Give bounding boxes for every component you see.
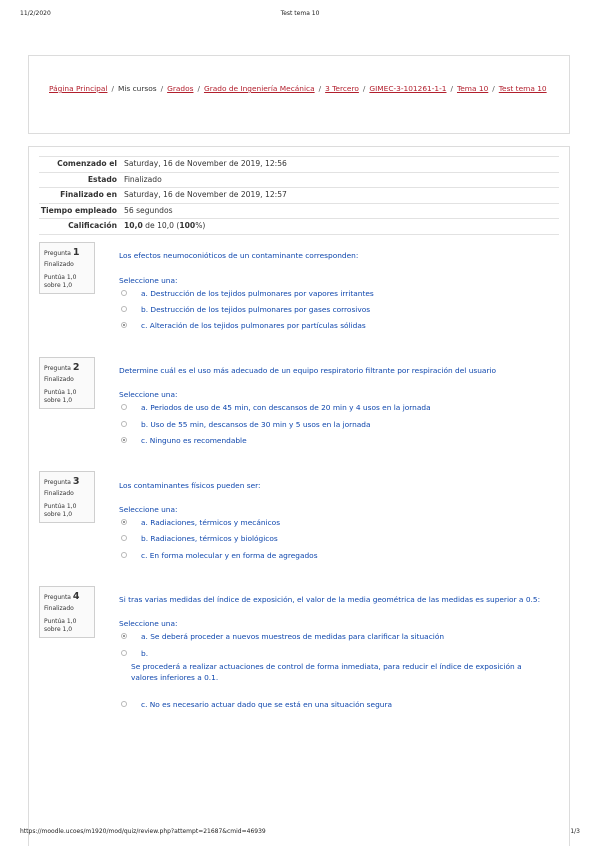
radio-icon[interactable] (121, 404, 127, 410)
radio-icon[interactable] (121, 535, 127, 541)
summary-row-grade: Calificación 10,0 de 10,0 (100%) (39, 218, 559, 235)
question-info-4: Pregunta 4 Finalizado Puntúa 1,0 sobre 1,0 (39, 586, 95, 638)
radio-icon[interactable] (121, 701, 127, 707)
radio-icon[interactable] (121, 421, 127, 427)
breadcrumb-course-link[interactable]: GIMEC-3-101261-1-1 (369, 84, 447, 93)
question-text-3: Los contaminantes físicos pueden ser: (119, 481, 261, 490)
print-date: 11/2/2020 (20, 10, 51, 17)
breadcrumb-my-courses: Mis cursos (117, 84, 157, 93)
breadcrumb-home-link[interactable]: Página Principal (49, 84, 108, 93)
breadcrumb-topic-link[interactable]: Tema 10 (456, 84, 489, 93)
summary-row-finished: Finalizado en Saturday, 16 de November de 2019, 12:57 (39, 187, 559, 203)
question-text-4: Si tras varias medidas del índice de exposición, el valor de la media geométrica de las medidas es superior a 0.5: (119, 595, 541, 604)
question-text-2: Determine cuál es el uso más adecuado de un equipo respiratorio filtrante por respiración del usuario (119, 366, 497, 375)
radio-icon[interactable] (121, 306, 127, 312)
select-prompt-1: Seleccione una: (119, 276, 178, 285)
question-info-2: Pregunta 2 Finalizado Puntúa 1,0 sobre 1,0 (39, 357, 95, 409)
summary-row-time: Tiempo empleado 56 segundos (39, 203, 559, 219)
select-prompt-4: Seleccione una: (119, 619, 178, 628)
print-page-number: 1/3 (570, 828, 580, 835)
question-info-3: Pregunta 3 Finalizado Puntúa 1,0 sobre 1,0 (39, 471, 95, 523)
breadcrumb-test-link[interactable]: Test tema 10 (498, 84, 547, 93)
question-info-1: Pregunta 1 Finalizado Puntúa 1,0 sobre 1,0 (39, 242, 95, 294)
radio-checked-icon[interactable] (121, 437, 127, 443)
breadcrumb-degree-link[interactable]: Grado de Ingeniería Mecánica (203, 84, 315, 93)
radio-checked-icon[interactable] (121, 322, 127, 328)
radio-checked-icon[interactable] (121, 519, 127, 525)
select-prompt-3: Seleccione una: (119, 505, 178, 514)
select-prompt-2: Seleccione una: (119, 390, 178, 399)
breadcrumb-card (28, 55, 570, 134)
breadcrumb: Página Principal / Mis cursos / Grados / Grado de Ingeniería Mecánica / 3 Tercero / GIMEC-3-101261-1-1 / Tema 10 / Test tema 10 (49, 84, 547, 93)
breadcrumb-year-link[interactable]: 3 Tercero (325, 84, 359, 93)
question-text-1: Los efectos neumoconióticos de un contaminante corresponden: (119, 251, 359, 260)
radio-icon[interactable] (121, 290, 127, 296)
breadcrumb-grados-link[interactable]: Grados (167, 84, 194, 93)
summary-row-state: Estado Finalizado (39, 172, 559, 188)
radio-checked-icon[interactable] (121, 633, 127, 639)
radio-icon[interactable] (121, 650, 127, 656)
radio-icon[interactable] (121, 552, 127, 558)
print-url: https://moodle.ucoes/m1920/mod/quiz/review.php?attempt=21687&cmid=46939 (20, 828, 266, 835)
print-title: Test tema 10 (280, 10, 320, 17)
summary-row-started: Comenzado el Saturday, 16 de November de 2019, 12:56 (39, 156, 559, 172)
attempt-summary-table (39, 156, 559, 235)
